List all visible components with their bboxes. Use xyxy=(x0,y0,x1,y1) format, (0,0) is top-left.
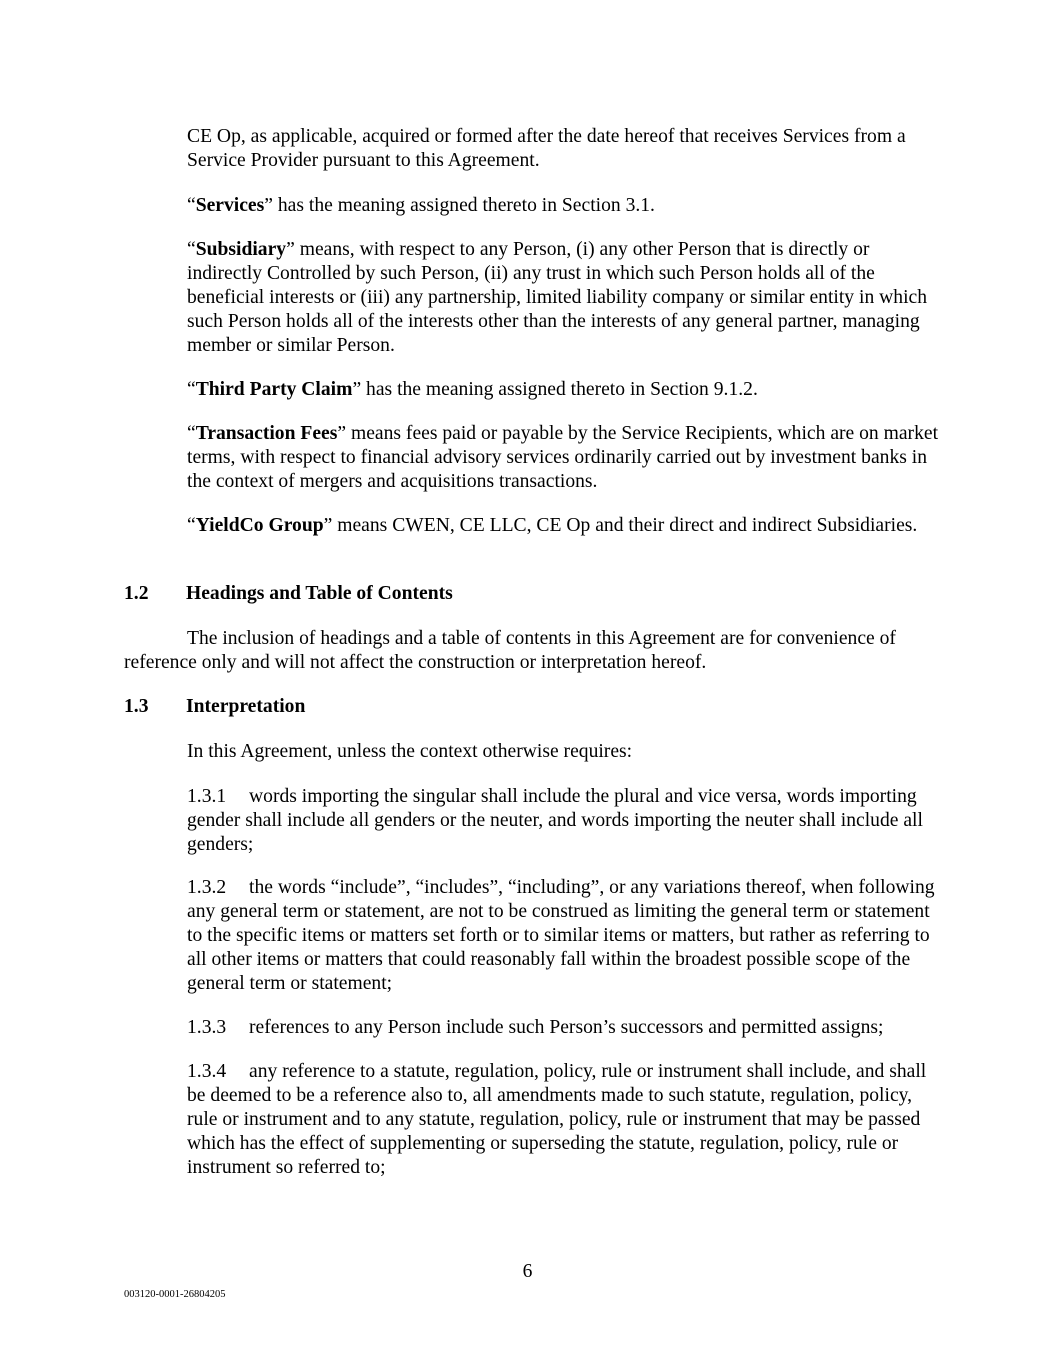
definition-transaction-fees: “Transaction Fees” means fees paid or payable by the Service Recipients, which are on market terms, with respect to financial advisory services ordinarily carried out by investment banks in the context of mergers and acquisitions transactions. xyxy=(187,423,939,492)
page-number: 6 xyxy=(522,1261,533,1282)
defined-term: Services xyxy=(195,195,265,216)
clause-number: 1.3.2 xyxy=(187,877,227,898)
section-number: 1.3 xyxy=(124,696,149,717)
section-1-2-body xyxy=(124,627,924,675)
clause-number: 1.3.3 xyxy=(187,1017,227,1038)
clause-number: 1.3.1 xyxy=(187,786,227,807)
definition-text: has the meaning assigned thereto in Section 9.1.2. xyxy=(361,379,758,400)
section-title: Interpretation xyxy=(186,696,306,717)
clause-text: the words “include”, “includes”, “including”, or any variations thereof, when following any general term or statement, are not to be construed as limiting the general term or statement to the specific items or matters set forth or to similar items or matters, but rather as referring to all other items or matters that could reasonably fall within the broadest possible scope of the general term or statement; xyxy=(187,877,935,994)
section-heading-1-2 xyxy=(124,582,453,606)
definition-text: means, with respect to any Person, (i) any other Person that is directly or indirectly Controlled by such Person, (ii) any trust in which such Person holds all of the beneficial interests or (iii) any partnership, limited liability company or similar entity in which such Person holds all of the interests other than the interests of any general partner, managing member or similar Person. xyxy=(187,239,928,356)
clause-1-3-3 xyxy=(187,1016,947,1040)
definition-text: means fees paid or payable by the Service Recipients, which are on market terms, with respect to financial advisory services ordinarily carried out by investment banks in the context of mergers and acquisitions transactions. xyxy=(187,423,939,492)
section-body-text: The inclusion of headings and a table of contents in this Agreement are for convenience of reference only and will not affect the construction or interpretation hereof. xyxy=(124,628,896,673)
clause-text: references to any Person include such Person’s successors and permitted assigns; xyxy=(249,1017,884,1038)
clause-1-3-4 xyxy=(187,1060,947,1180)
document-id: 003120-0001-26804205 xyxy=(124,1289,226,1300)
clause-text: any reference to a statute, regulation, policy, rule or instrument shall include, and shall be deemed to be a reference also to, all amendments made to such statute, regulation, policy, rule or instrument and to any statute, regulation, policy, rule or instrument that may be passed which has the effect of supplementing or superseding the statute, regulation, policy, rule or instrument so referred to; xyxy=(187,1061,927,1178)
section-title: Headings and Table of Contents xyxy=(186,583,453,604)
continuation-paragraph: CE Op, as applicable, acquired or formed after the date hereof that receives Services from a Service Provider pursuant to this Agreement. xyxy=(187,126,906,171)
defined-term: YieldCo Group xyxy=(195,515,324,536)
defined-term: Third Party Claim xyxy=(195,379,353,400)
section-1-3-intro: In this Agreement, unless the context otherwise requires: xyxy=(187,741,633,762)
clause-text: words importing the singular shall include the plural and vice versa, words importing gender shall include all genders or the neuter, and words importing the neuter shall include all genders; xyxy=(187,786,923,855)
definition-subsidiary: “Subsidiary” means, with respect to any Person, (i) any other Person that is directly or indirectly Controlled by such Person, (ii) any trust in which such Person holds all of the beneficial interests or (iii) any partnership, limited liability company or similar entity in which such Person holds all of the interests other than the interests of any general partner, managing member or similar Person. xyxy=(187,239,928,356)
clause-1-3-1 xyxy=(187,785,947,857)
definition-text: has the meaning assigned thereto in Section 3.1. xyxy=(272,195,655,216)
definition-yieldco-group: “YieldCo Group” means CWEN, CE LLC, CE Op and their direct and indirect Subsidiaries. xyxy=(187,515,918,536)
defined-term: Subsidiary xyxy=(195,239,287,260)
section-number: 1.2 xyxy=(124,583,149,604)
definition-text: means CWEN, CE LLC, CE Op and their direct and indirect Subsidiaries. xyxy=(332,515,918,536)
defined-term: Transaction Fees xyxy=(195,423,338,444)
clause-number: 1.3.4 xyxy=(187,1061,227,1082)
section-heading-1-3 xyxy=(124,695,305,719)
clause-1-3-2 xyxy=(187,876,947,996)
definition-third-party-claim: “Third Party Claim” has the meaning assigned thereto in Section 9.1.2. xyxy=(187,379,758,400)
definition-services: “Services” has the meaning assigned thereto in Section 3.1. xyxy=(187,195,655,216)
